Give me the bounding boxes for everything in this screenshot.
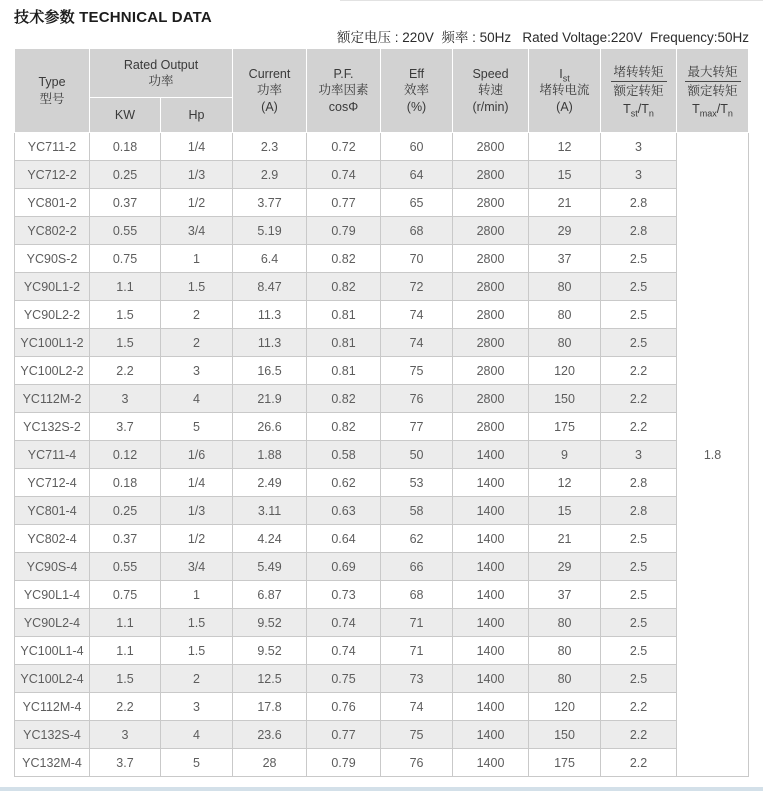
table-cell: 1.88 xyxy=(233,441,307,469)
table-cell: 2800 xyxy=(453,329,529,357)
table-cell: 37 xyxy=(529,581,601,609)
table-cell: 74 xyxy=(381,329,453,357)
table-row xyxy=(15,637,749,665)
table-cell: 26.6 xyxy=(233,413,307,441)
table-cell: 0.81 xyxy=(307,301,381,329)
table-cell: 3.11 xyxy=(233,497,307,525)
table-cell: 2800 xyxy=(453,273,529,301)
table-cell: 2800 xyxy=(453,161,529,189)
table-cell: 0.74 xyxy=(307,637,381,665)
col-header-speed-unit: (r/min) xyxy=(472,99,509,114)
col-header-current xyxy=(233,49,307,133)
cell-type: YC90L2-4 xyxy=(15,609,90,637)
table-cell: 11.3 xyxy=(233,329,307,357)
table-row xyxy=(15,553,749,581)
table-cell: 0.75 xyxy=(307,665,381,693)
table-cell: 29 xyxy=(529,553,601,581)
table-cell: 70 xyxy=(381,245,453,273)
cell-type: YC132S-2 xyxy=(15,413,90,441)
table-cell: 0.81 xyxy=(307,329,381,357)
table-cell: 60 xyxy=(381,133,453,161)
tmax-fraction-numerator: 最大转矩 xyxy=(685,64,741,82)
col-header-rated-output xyxy=(90,49,233,98)
table-cell: 0.18 xyxy=(90,469,161,497)
table-cell: 1 xyxy=(161,581,233,609)
table-cell: 29 xyxy=(529,217,601,245)
table-cell: 0.77 xyxy=(307,189,381,217)
col-header-speed xyxy=(453,49,529,133)
table-cell: 80 xyxy=(529,609,601,637)
tmax-fraction-denominator: 额定转矩 xyxy=(687,84,738,99)
top-divider-line xyxy=(340,0,763,1)
table-cell: 0.75 xyxy=(90,581,161,609)
table-cell: 16.5 xyxy=(233,357,307,385)
col-header-current-zh: 功率 xyxy=(257,83,283,98)
table-cell: 1400 xyxy=(453,609,529,637)
col-header-ist-symbol: $I_{st}$ xyxy=(559,67,570,84)
table-header xyxy=(15,49,749,133)
table-cell: 11.3 xyxy=(233,301,307,329)
table-cell: 2800 xyxy=(453,385,529,413)
table-cell: 1400 xyxy=(453,749,529,777)
col-header-ist-unit: (A) xyxy=(556,99,573,114)
col-header-locked-rotor-torque-ratio xyxy=(601,49,677,133)
col-header-rated-output-zh: 功率 xyxy=(148,74,174,88)
table-cell: 3 xyxy=(90,721,161,749)
cell-type: YC112M-4 xyxy=(15,693,90,721)
table-cell: 2 xyxy=(161,329,233,357)
col-header-current-unit: (A) xyxy=(261,99,278,114)
table-cell: 0.25 xyxy=(90,161,161,189)
cell-type: YC711-4 xyxy=(15,441,90,469)
table-row xyxy=(15,357,749,385)
table-row xyxy=(15,245,749,273)
col-header-ist-zh: 堵转电流 xyxy=(539,83,590,98)
col-header-speed-zh: 转速 xyxy=(478,83,504,98)
table-cell: 0.64 xyxy=(307,525,381,553)
cell-type: YC712-4 xyxy=(15,469,90,497)
table-cell: 15 xyxy=(529,161,601,189)
table-row xyxy=(15,441,749,469)
table-cell: 120 xyxy=(529,357,601,385)
table-cell: 2.5 xyxy=(601,665,677,693)
table-cell: 5.49 xyxy=(233,553,307,581)
table-cell: 0.12 xyxy=(90,441,161,469)
table-cell: 0.82 xyxy=(307,385,381,413)
tst-ratio-symbol: $T_{st}/T_n$ xyxy=(623,101,654,119)
table-cell: 175 xyxy=(529,413,601,441)
cell-type: YC100L2-4 xyxy=(15,665,90,693)
technical-data-table xyxy=(14,48,749,777)
table-cell: 15 xyxy=(529,497,601,525)
table-body xyxy=(15,133,749,777)
table-cell: 0.37 xyxy=(90,525,161,553)
table-cell: 0.18 xyxy=(90,133,161,161)
table-cell: 2.5 xyxy=(601,525,677,553)
cell-type: YC711-2 xyxy=(15,133,90,161)
table-cell: 0.37 xyxy=(90,189,161,217)
col-header-max-torque-ratio xyxy=(677,49,749,133)
table-cell: 66 xyxy=(381,553,453,581)
table-cell: 1.5 xyxy=(161,609,233,637)
table-cell: 6.4 xyxy=(233,245,307,273)
table-cell: 1400 xyxy=(453,469,529,497)
cell-type: YC801-4 xyxy=(15,497,90,525)
table-cell: 0.25 xyxy=(90,497,161,525)
col-header-current-en: Current xyxy=(248,67,291,82)
col-header-type-zh: 型号 xyxy=(39,91,65,106)
table-cell: 76 xyxy=(381,749,453,777)
table-cell: 58 xyxy=(381,497,453,525)
table-cell: 3/4 xyxy=(161,217,233,245)
table-cell: 1/6 xyxy=(161,441,233,469)
table-cell: 6.87 xyxy=(233,581,307,609)
table-cell: 2800 xyxy=(453,413,529,441)
table-cell: 80 xyxy=(529,665,601,693)
table-cell: 150 xyxy=(529,721,601,749)
col-header-pf-symbol: cosΦ xyxy=(328,99,359,114)
table-cell: 1400 xyxy=(453,693,529,721)
table-cell: 0.82 xyxy=(307,245,381,273)
table-row xyxy=(15,721,749,749)
tst-fraction-denominator: 额定转矩 xyxy=(613,84,664,99)
table-cell: 2800 xyxy=(453,301,529,329)
table-cell: 2800 xyxy=(453,133,529,161)
table-cell: 1400 xyxy=(453,441,529,469)
col-header-speed-en: Speed xyxy=(472,67,509,82)
table-cell: 2.5 xyxy=(601,553,677,581)
col-header-pf-zh: 功率因素 xyxy=(318,83,369,98)
table-cell: 1400 xyxy=(453,553,529,581)
table-cell: 2 xyxy=(161,301,233,329)
table-row xyxy=(15,189,749,217)
table-cell: 74 xyxy=(381,693,453,721)
table-cell: 0.63 xyxy=(307,497,381,525)
cell-type: YC90L2-2 xyxy=(15,301,90,329)
table-row xyxy=(15,413,749,441)
col-header-efficiency xyxy=(381,49,453,133)
table-cell: 2.49 xyxy=(233,469,307,497)
cell-type: YC90S-2 xyxy=(15,245,90,273)
header-row-top xyxy=(15,49,749,98)
table-cell: 1400 xyxy=(453,497,529,525)
col-header-eff-zh: 效率 xyxy=(404,83,430,98)
table-cell: 21 xyxy=(529,189,601,217)
table-cell: 37 xyxy=(529,245,601,273)
cell-type: YC802-4 xyxy=(15,525,90,553)
col-header-rated-output-en: Rated Output xyxy=(123,57,199,72)
table-cell: 2.2 xyxy=(601,721,677,749)
col-header-power-factor xyxy=(307,49,381,133)
table-cell: 4.24 xyxy=(233,525,307,553)
col-header-locked-rotor-current xyxy=(529,49,601,133)
table-cell: 12.5 xyxy=(233,665,307,693)
table-cell: 75 xyxy=(381,357,453,385)
col-header-type xyxy=(15,49,90,133)
table-cell: 0.76 xyxy=(307,693,381,721)
col-header-eff-en: Eff xyxy=(408,67,425,82)
table-cell: 80 xyxy=(529,273,601,301)
col-header-pf-en: P.F. xyxy=(333,67,354,82)
table-cell: 1 xyxy=(161,245,233,273)
table-row xyxy=(15,217,749,245)
table-cell: 0.77 xyxy=(307,721,381,749)
table-cell: 4 xyxy=(161,721,233,749)
table-cell: 2.5 xyxy=(601,581,677,609)
table-cell: 2.5 xyxy=(601,609,677,637)
table-cell: 68 xyxy=(381,217,453,245)
table-row xyxy=(15,581,749,609)
cell-type: YC802-2 xyxy=(15,217,90,245)
table-cell: 3 xyxy=(601,441,677,469)
table-cell: 1/4 xyxy=(161,133,233,161)
table-cell: 9.52 xyxy=(233,609,307,637)
table-cell: 77 xyxy=(381,413,453,441)
table-cell: 0.55 xyxy=(90,217,161,245)
table-row xyxy=(15,273,749,301)
table-cell: 2.5 xyxy=(601,637,677,665)
table-cell: 4 xyxy=(161,385,233,413)
col-header-kw: KW xyxy=(90,98,161,133)
table-cell: 53 xyxy=(381,469,453,497)
table-row xyxy=(15,385,749,413)
table-cell: 17.8 xyxy=(233,693,307,721)
table-cell: 73 xyxy=(381,665,453,693)
bottom-accent-bar xyxy=(0,787,763,791)
table-cell: 2.2 xyxy=(601,385,677,413)
tst-fraction-numerator: 堵转转矩 xyxy=(611,64,667,82)
tmax-ratio-symbol: $T_{max}/T_n$ xyxy=(692,101,733,119)
table-cell: 1.1 xyxy=(90,637,161,665)
cell-tmax-ratio-merged: 1.8 xyxy=(677,133,749,777)
cell-type: YC112M-2 xyxy=(15,385,90,413)
table-cell: 68 xyxy=(381,581,453,609)
table-cell: 9.52 xyxy=(233,637,307,665)
page-title: 技术参数 TECHNICAL DATA xyxy=(14,9,212,26)
table-cell: 74 xyxy=(381,301,453,329)
table-cell: 150 xyxy=(529,385,601,413)
table-cell: 1.5 xyxy=(90,665,161,693)
table-cell: 0.72 xyxy=(307,133,381,161)
table-cell: 12 xyxy=(529,133,601,161)
table-cell: 0.79 xyxy=(307,749,381,777)
table-row xyxy=(15,525,749,553)
table-cell: 2800 xyxy=(453,245,529,273)
table-cell: 23.6 xyxy=(233,721,307,749)
cell-type: YC801-2 xyxy=(15,189,90,217)
table-cell: 120 xyxy=(529,693,601,721)
table-cell: 0.82 xyxy=(307,413,381,441)
table-cell: 75 xyxy=(381,721,453,749)
table-cell: 28 xyxy=(233,749,307,777)
table-cell: 0.74 xyxy=(307,161,381,189)
cell-type: YC90L1-2 xyxy=(15,273,90,301)
table-cell: 0.81 xyxy=(307,357,381,385)
table-cell: 80 xyxy=(529,329,601,357)
table-cell: 2.8 xyxy=(601,469,677,497)
table-cell: 1400 xyxy=(453,581,529,609)
cell-type: YC90L1-4 xyxy=(15,581,90,609)
table-cell: 0.79 xyxy=(307,217,381,245)
table-cell: 12 xyxy=(529,469,601,497)
table-cell: 0.69 xyxy=(307,553,381,581)
table-cell: 0.74 xyxy=(307,609,381,637)
table-row xyxy=(15,329,749,357)
table-cell: 0.55 xyxy=(90,553,161,581)
table-cell: 9 xyxy=(529,441,601,469)
table-row xyxy=(15,469,749,497)
table-cell: 1.1 xyxy=(90,609,161,637)
col-header-eff-unit: (%) xyxy=(406,99,427,114)
table-cell: 3.7 xyxy=(90,413,161,441)
table-cell: 1/3 xyxy=(161,497,233,525)
table-cell: 2.5 xyxy=(601,273,677,301)
table-cell: 71 xyxy=(381,609,453,637)
cell-type: YC712-2 xyxy=(15,161,90,189)
table-cell: 1/4 xyxy=(161,469,233,497)
table-cell: 5 xyxy=(161,413,233,441)
table-cell: 80 xyxy=(529,637,601,665)
table-cell: 3 xyxy=(161,357,233,385)
table-cell: 80 xyxy=(529,301,601,329)
table-cell: 1.5 xyxy=(90,329,161,357)
table-cell: 2.8 xyxy=(601,189,677,217)
table-cell: 2.5 xyxy=(601,245,677,273)
table-cell: 0.73 xyxy=(307,581,381,609)
table-cell: 2.3 xyxy=(233,133,307,161)
table-cell: 0.58 xyxy=(307,441,381,469)
table-cell: 76 xyxy=(381,385,453,413)
table-cell: 2.2 xyxy=(601,413,677,441)
table-cell: 5.19 xyxy=(233,217,307,245)
table-cell: 1.5 xyxy=(90,301,161,329)
table-cell: 2 xyxy=(161,665,233,693)
table-cell: 2.2 xyxy=(90,357,161,385)
table-cell: 1400 xyxy=(453,665,529,693)
table-cell: 2.5 xyxy=(601,301,677,329)
rating-subtitle: 额定电压 : 220V 频率 : 50Hz Rated Voltage:220V Frequency:50Hz xyxy=(337,30,749,45)
table-cell: 62 xyxy=(381,525,453,553)
table-cell: 1/3 xyxy=(161,161,233,189)
table-cell: 71 xyxy=(381,637,453,665)
table-cell: 5 xyxy=(161,749,233,777)
table-cell: 175 xyxy=(529,749,601,777)
table-cell: 2.2 xyxy=(601,749,677,777)
table-row xyxy=(15,665,749,693)
table-cell: 21 xyxy=(529,525,601,553)
table-cell: 2800 xyxy=(453,217,529,245)
col-header-hp: Hp xyxy=(161,98,233,133)
table-row xyxy=(15,693,749,721)
table-row xyxy=(15,161,749,189)
table-cell: 2.9 xyxy=(233,161,307,189)
table-cell: 0.75 xyxy=(90,245,161,273)
table-cell: 2.8 xyxy=(601,497,677,525)
cell-type: YC132S-4 xyxy=(15,721,90,749)
table-cell: 21.9 xyxy=(233,385,307,413)
table-cell: 2.2 xyxy=(90,693,161,721)
table-cell: 1400 xyxy=(453,721,529,749)
table-row xyxy=(15,609,749,637)
table-cell: 3/4 xyxy=(161,553,233,581)
cell-type: YC100L1-4 xyxy=(15,637,90,665)
cell-type: YC100L1-2 xyxy=(15,329,90,357)
table-cell: 2.8 xyxy=(601,217,677,245)
table-row xyxy=(15,497,749,525)
table-cell: 1.5 xyxy=(161,273,233,301)
table-cell: 2800 xyxy=(453,189,529,217)
table-cell: 1/2 xyxy=(161,189,233,217)
table-cell: 2.5 xyxy=(601,329,677,357)
table-cell: 8.47 xyxy=(233,273,307,301)
cell-type: YC90S-4 xyxy=(15,553,90,581)
table-cell: 1.5 xyxy=(161,637,233,665)
table-row xyxy=(15,749,749,777)
table-cell: 3.7 xyxy=(90,749,161,777)
table-cell: 0.62 xyxy=(307,469,381,497)
table-cell: 2.2 xyxy=(601,693,677,721)
col-header-type-en: Type xyxy=(38,75,66,90)
table-row xyxy=(15,301,749,329)
table-cell: 1.1 xyxy=(90,273,161,301)
table-cell: 3 xyxy=(601,133,677,161)
table-cell: 2800 xyxy=(453,357,529,385)
table-cell: 1400 xyxy=(453,525,529,553)
table-cell: 64 xyxy=(381,161,453,189)
table-cell: 1400 xyxy=(453,637,529,665)
cell-type: YC100L2-2 xyxy=(15,357,90,385)
table-cell: 2.2 xyxy=(601,357,677,385)
table-cell: 50 xyxy=(381,441,453,469)
table-cell: 3 xyxy=(601,161,677,189)
table-cell: 72 xyxy=(381,273,453,301)
cell-type: YC132M-4 xyxy=(15,749,90,777)
table-cell: 0.82 xyxy=(307,273,381,301)
table-cell: 3 xyxy=(90,385,161,413)
table-cell: 3 xyxy=(161,693,233,721)
table-cell: 65 xyxy=(381,189,453,217)
table-row xyxy=(15,133,749,161)
table-cell: 3.77 xyxy=(233,189,307,217)
table-cell: 1/2 xyxy=(161,525,233,553)
